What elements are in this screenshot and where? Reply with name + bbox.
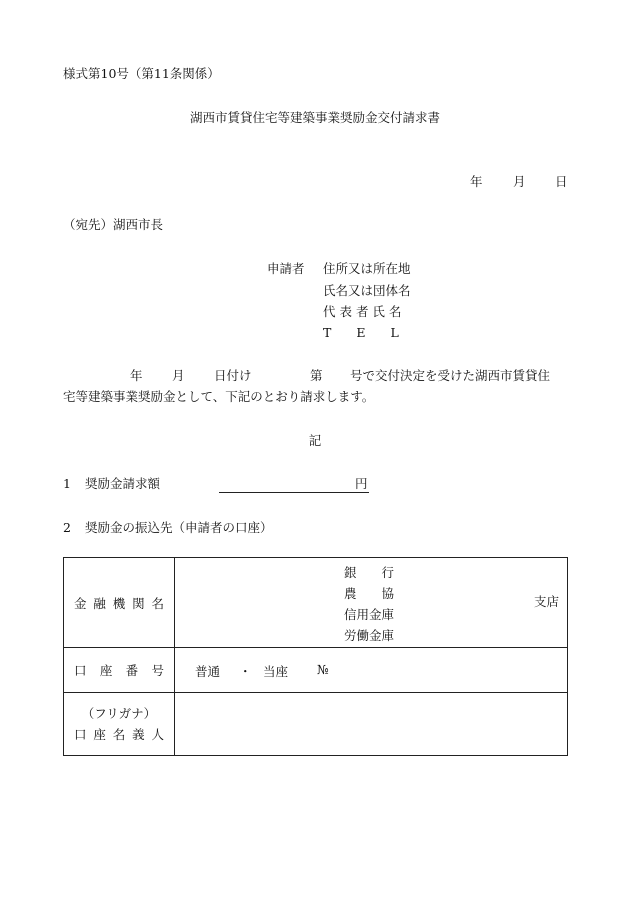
institution-type-agri-coop[interactable]: 農 協 [344,586,395,601]
body-day-attached: 日付け [214,368,252,383]
date-year-label: 年 [470,174,483,189]
account-type-futsu[interactable]: 普通 [195,664,221,679]
body-line1-rest: 号で交付決定を受けた湖西市賃貸住 [350,368,551,383]
holder-value-cell[interactable] [175,693,568,756]
institution-type-bank[interactable]: 銀 行 [344,565,395,580]
date-month-label: 月 [513,174,526,189]
item2-number: 2 [63,520,71,535]
institution-type-shinkin[interactable]: 信用金庫 [344,607,395,622]
institution-label-cell [64,558,175,648]
account-number-value-cell[interactable] [175,648,568,693]
addressee: （宛先）湖西市長 [63,217,164,232]
form-title: 湖西市賃貸住宅等建築事業奨励金交付請求書 [189,110,440,125]
form-number: 様式第10号（第11条関係） [63,66,220,81]
account-type-toza[interactable]: 当座 [263,664,289,679]
holder-label-cell [64,693,175,756]
amount-input-line[interactable] [219,476,369,493]
number-mark: № [317,662,329,677]
ki-heading: 記 [308,433,322,448]
furigana-label: （フリガナ） [81,706,157,721]
applicant-label: 申請者 [267,261,305,276]
account-type-separator: ・ [239,664,252,679]
body-line2: 宅等建築事業奨励金として、下記のとおり請求します。 [63,389,375,404]
applicant-address-label: 住所又は所在地 [323,261,411,276]
body-year: 年 [130,368,143,383]
bank-account-table [63,557,568,756]
item1-label: 奨励金請求額 [85,476,161,491]
body-month: 月 [172,368,185,383]
institution-value-cell[interactable] [175,558,568,648]
institution-type-list [344,562,394,646]
institution-type-rokin[interactable]: 労働金庫 [344,628,395,643]
item2-label: 奨励金の振込先（申請者の口座） [85,520,273,535]
account-number-label: 口 座 番 号 [74,663,164,678]
applicant-tel-label: T E L [323,325,399,340]
body-no-label: 第 [310,368,323,383]
item1-number: 1 [63,476,71,491]
account-number-label-cell [64,648,175,693]
holder-label: 口 座 名 義 人 [74,727,164,742]
amount-unit: 円 [355,476,368,491]
branch-suffix: 支店 [533,594,559,609]
institution-label: 金 融 機 関 名 [74,595,164,611]
applicant-representative-label: 代 表 者 氏 名 [323,304,402,319]
date-day-label: 日 [555,174,568,189]
applicant-name-label: 氏名又は団体名 [323,283,411,298]
